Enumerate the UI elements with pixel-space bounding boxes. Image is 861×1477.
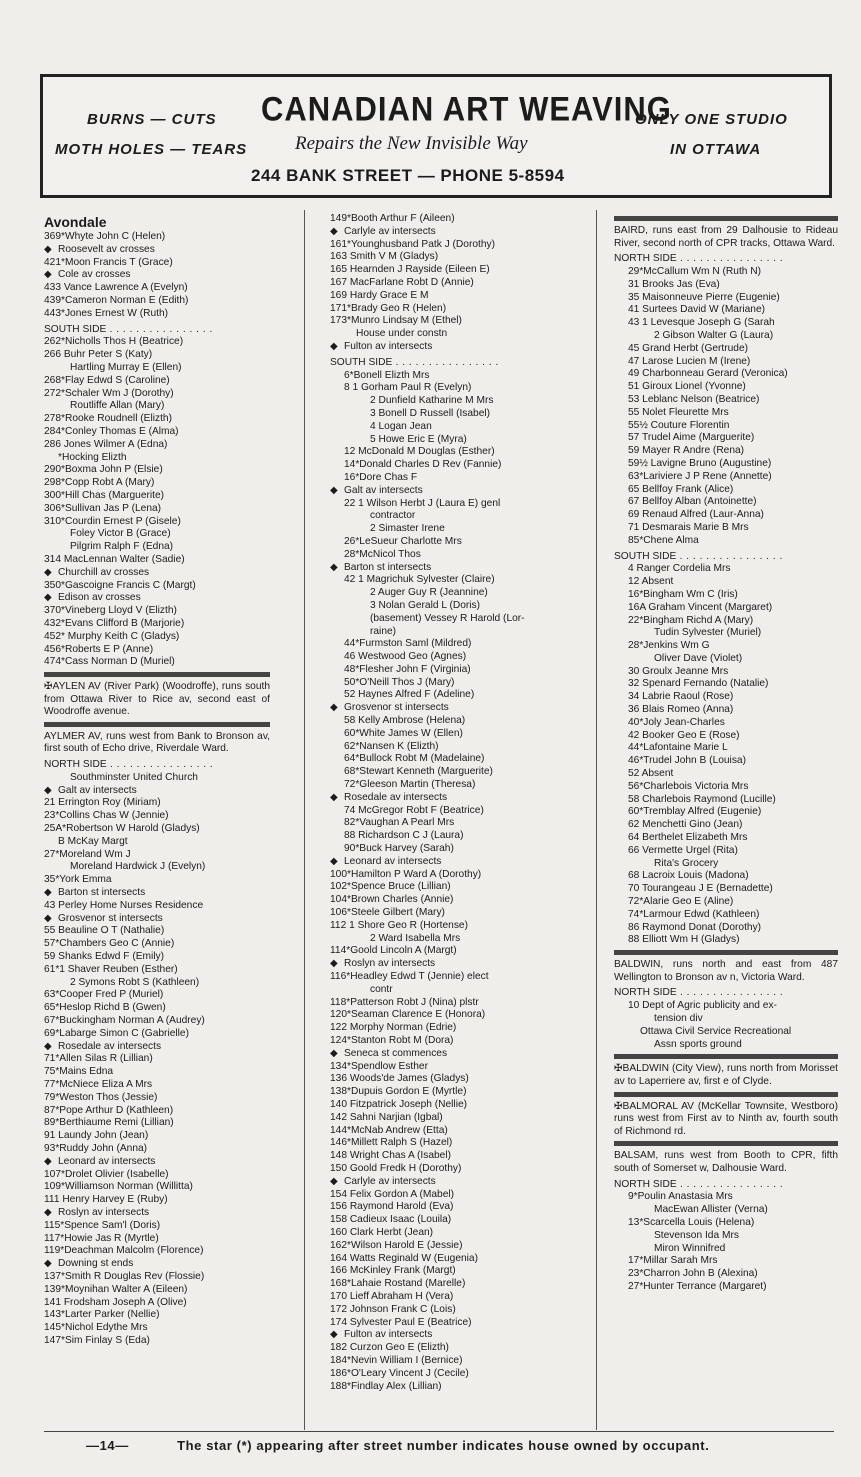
directory-entry: 74*Larmour Edwd (Kathleen) (628, 908, 760, 920)
directory-entry: 278*Rooke Roudnell (Elizth) (44, 413, 172, 425)
directory-entry: 141 Frodsham Joseph A (Olive) (44, 1296, 187, 1308)
directory-entry: 59½ Lavigne Bruno (Augustine) (628, 457, 772, 469)
directory-entry: 23*Charron John B (Alexina) (628, 1268, 758, 1280)
directory-entry: 170 Lieff Abraham H (Vera) (330, 1290, 454, 1302)
directory-entry: 58 Charlebois Raymond (Lucille) (628, 793, 776, 805)
directory-entry: 160 Clark Herbt (Jean) (330, 1226, 434, 1238)
directory-column-1 (44, 213, 270, 1348)
directory-entry: 44*Lafontaine Marie L (628, 742, 728, 754)
directory-entry: 23*Collins Chas W (Jennie) (44, 810, 169, 822)
directory-entry: 69*Labarge Simon C (Gabrielle) (44, 1027, 189, 1039)
directory-entry: 62*Nansen K (Elizth) (344, 740, 439, 752)
directory-entry: 2 Simaster Irene (370, 523, 445, 535)
directory-entry: 65*Heslop Richd B (Gwen) (44, 1002, 166, 1014)
directory-entry: 104*Brown Charles (Annie) (330, 894, 454, 906)
directory-entry: 52 Absent (628, 768, 674, 780)
directory-entry: 5 Howe Eric E (Myra) (370, 433, 467, 445)
directory-entry: 421*Moon Francis T (Grace) (44, 256, 173, 268)
cross-street-entry: ◆ Edison av crosses (44, 592, 270, 605)
directory-entry: 8 1 Gorham Paul R (Evelyn) (344, 382, 472, 394)
directory-entry: 62 Menchetti Gino (Jean) (628, 819, 743, 831)
directory-entry: 156 Raymond Harold (Eva) (330, 1201, 454, 1213)
directory-entry: Assn sports ground (654, 1038, 742, 1050)
cross-street-entry: ◆ Roosevelt av crosses (44, 244, 270, 257)
directory-entry: 35 Maisonneuve Pierre (Eugenie) (628, 291, 780, 303)
directory-entry: 41 Surtees David W (Mariane) (628, 304, 766, 316)
directory-entry: 64*Bullock Robt M (Madelaine) (344, 753, 485, 765)
directory-entry: 120*Seaman Clarence E (Honora) (330, 1009, 486, 1021)
directory-entry: 2 Ward Isabella Mrs (370, 932, 461, 944)
side-heading: NORTH SIDE . . . (614, 987, 838, 1000)
directory-entry: 65 Bellfoy Frank (Alice) (628, 483, 734, 495)
directory-entry: contractor (370, 510, 416, 522)
directory-entry: 72*Gleeson Martin (Theresa) (344, 779, 476, 791)
directory-entry: 452* Murphy Keith C (Gladys) (44, 630, 180, 642)
directory-entry: 182 Curzon Geo E (Elizth) (330, 1342, 449, 1354)
directory-entry: 44*Furmston Saml (Mildred) (344, 638, 472, 650)
directory-entry: 165 Hearnden J Rayside (Eileen E) (330, 264, 490, 276)
side-heading: SOUTH SIDE . . . (614, 551, 838, 564)
directory-entry: 60*White James W (Ellen) (344, 727, 463, 739)
cross-street-entry: ◆ Roslyn av intersects (330, 958, 580, 971)
directory-entry: 169 Hardy Grace E M (330, 289, 429, 301)
directory-entry: 87*Pope Arthur D (Kathleen) (44, 1104, 174, 1116)
directory-entry: 55½ Couture Florentin (628, 419, 730, 431)
directory-entry: 286 Jones Wilmer A (Edna) (44, 438, 168, 450)
directory-entry: 40*Joly Jean-Charles (628, 716, 725, 728)
section-divider (614, 216, 838, 221)
directory-entry: 272*Schaler Wm J (Dorothy) (44, 387, 174, 399)
directory-entry: 22 1 Wilson Herbt J (Laura E) genl (344, 497, 501, 509)
street-description: AYLMER AV, runs west from Bank to Bronson av, first south of Echo drive, Riverdale Ward. (44, 730, 270, 755)
ad-right-line-2: IN OTTAWA (670, 141, 762, 158)
directory-entry: 27*Moreland Wm J (44, 848, 131, 860)
directory-entry: 134*Spendlow Esther (330, 1060, 428, 1072)
cross-street-entry: ◆ Rosedale av intersects (44, 1041, 270, 1054)
footer-note: The star (*) appearing after street number indicates house owned by occupant. (177, 1438, 710, 1453)
directory-entry: 456*Roberts E P (Anne) (44, 643, 154, 655)
directory-entry: 90*Buck Harvey (Sarah) (344, 843, 454, 855)
directory-entry: 61*1 Shaver Reuben (Esther) (44, 963, 178, 975)
directory-entry: 148 Wright Chas A (Isabel) (330, 1150, 451, 1162)
directory-entry: 114*Goold Lincoln A (Margt) (330, 945, 457, 957)
directory-entry: Hartling Murray E (Ellen) (70, 361, 182, 373)
directory-entry: 12 Absent (628, 576, 674, 588)
cross-street-entry: ◆ Fulton av intersects (330, 1329, 580, 1342)
directory-entry: 350*Gascoigne Francis C (Margt) (44, 579, 196, 591)
directory-entry: 168*Lahaie Rostand (Marelle) (330, 1278, 466, 1290)
cross-street-entry: ◆ Churchill av crosses (44, 567, 270, 580)
directory-entry: 109*Williamson Norman (Willitta) (44, 1181, 193, 1193)
directory-entry: 48*Flesher John F (Virginia) (344, 663, 471, 675)
directory-entry: 42 1 Magrichuk Sylvester (Claire) (344, 574, 495, 586)
directory-entry: 369*Whyte John C (Helen) (44, 231, 166, 242)
directory-entry: 139*Moynihan Walter A (Eileen) (44, 1283, 188, 1295)
directory-entry: 370*Vineberg Lloyd V (Elizth) (44, 605, 177, 617)
directory-entry: 42 Booker Geo E (Rose) (628, 729, 740, 741)
directory-entry: 2 Auger Guy R (Jeannine) (370, 587, 488, 599)
directory-entry: Tudin Sylvester (Muriel) (654, 627, 762, 639)
directory-entry: 184*Nevin William I (Bernice) (330, 1354, 463, 1366)
cross-street-entry: ◆ Leonard av intersects (44, 1156, 270, 1169)
section-divider (614, 950, 838, 955)
directory-entry: MacEwan Allister (Verna) (654, 1204, 768, 1216)
directory-entry: 57*Chambers Geo C (Annie) (44, 938, 175, 950)
side-heading: NORTH SIDE . . . (44, 759, 270, 772)
directory-entry: 145*Nichol Edythe Mrs (44, 1322, 148, 1334)
directory-entry: 52 Haynes Alfred F (Adeline) (344, 689, 475, 701)
directory-entry: 55 Beauline O T (Nathalie) (44, 925, 165, 937)
directory-entry: 433 Vance Lawrence A (Evelyn) (44, 282, 188, 294)
directory-entry: 2 Symons Robt S (Kathleen) (70, 976, 200, 988)
column-divider (304, 210, 305, 1430)
directory-entry: 10 Dept of Agric publicity and ex- (628, 1000, 777, 1012)
column-divider (596, 210, 597, 1430)
directory-entry: 432*Evans Clifford B (Marjorie) (44, 617, 185, 629)
directory-entry: 140 Fitzpatrick Joseph (Nellie) (330, 1098, 468, 1110)
directory-entry: 166 McKinley Frank (Margt) (330, 1265, 456, 1277)
cross-street-entry: ◆ Carlyle av intersects (330, 226, 580, 239)
cross-street-entry: ◆ Rosedale av intersects (330, 792, 580, 805)
directory-entry: Oliver Dave (Violet) (654, 652, 743, 664)
directory-entry: 474*Cass Norman D (Muriel) (44, 656, 175, 668)
cross-street-entry: ◆ Barton st intersects (330, 562, 580, 575)
directory-entry: 4 Logan Jean (370, 420, 432, 432)
directory-entry: 93*Ruddy John (Anna) (44, 1142, 148, 1154)
directory-entry: 268*Flay Edwd S (Caroline) (44, 374, 170, 386)
directory-entry: 13*Scarcella Louis (Helena) (628, 1216, 755, 1228)
directory-entry: 67*Buckingham Norman A (Audrey) (44, 1015, 205, 1026)
ad-left-line-2: MOTH HOLES — TEARS (55, 141, 248, 158)
directory-entry: 310*Courdin Ernest P (Gisele) (44, 515, 181, 527)
directory-entry: Rita's Grocery (654, 857, 719, 869)
directory-entry: 70 Tourangeau J E (Bernadette) (628, 883, 773, 895)
directory-entry: 16*Dore Chas F (344, 471, 418, 483)
directory-entry: 3 Bonell D Russell (Isabel) (370, 407, 491, 419)
directory-entry: 51 Giroux Lionel (Yvonne) (628, 381, 746, 393)
street-description: ✠AYLEN AV (River Park) (Woodroffe), runs south from Ottawa River to Rice av, second east of Woodroffe avenue. (44, 681, 270, 718)
directory-entry: 26*LeSueur Charlotte Mrs (344, 535, 462, 547)
directory-entry: 60*Tremblay Alfred (Eugenie) (628, 806, 762, 818)
directory-entry: contr (370, 983, 393, 995)
directory-entry: 144*McNab Andrew (Etta) (330, 1124, 448, 1136)
directory-entry: 149*Booth Arthur F (Aileen) (330, 213, 455, 224)
directory-entry: 186*O'Leary Vincent J (Cecile) (330, 1367, 469, 1379)
directory-entry: House under constn (356, 328, 448, 340)
directory-entry: 102*Spence Bruce (Lillian) (330, 881, 451, 893)
street-description: BAIRD, runs east from 29 Dalhousie to Rideau River, second north of CPR tracks, Ottawa Ward. (614, 225, 838, 249)
directory-entry: 85*Chene Alma (628, 534, 699, 546)
directory-entry: 31 Brooks Jas (Eva) (628, 278, 720, 290)
directory-entry: 35*York Emma (44, 874, 112, 886)
directory-entry: 67 Bellfoy Alban (Antoinette) (628, 496, 757, 508)
directory-entry: 164 Watts Reginald W (Eugenia) (330, 1252, 478, 1264)
directory-entry: 112 1 Shore Geo R (Hortense) (330, 919, 468, 931)
cross-street-entry: ◆ Carlyle av intersects (330, 1176, 580, 1189)
street-description: BALSAM, runs west from Booth to CPR, fifth south of Somerset w, Dalhousie Ward. (614, 1150, 838, 1174)
directory-entry: 9*Poulin Anastasia Mrs (628, 1191, 733, 1203)
street-description: ✠BALDWIN (City View), runs north from Morisset av to Laperriere av, first e of Clyde. (614, 1063, 838, 1087)
side-heading: SOUTH SIDE . . . (44, 324, 270, 337)
directory-entry: 47 Larose Lucien M (Irene) (628, 355, 751, 367)
directory-entry: 117*Howie Jas R (Myrtle) (44, 1232, 159, 1244)
directory-entry: 138*Dupuis Gordon E (Myrtle) (330, 1086, 467, 1098)
directory-entry: 27*Hunter Terrance (Margaret) (628, 1280, 767, 1292)
directory-entry: Moreland Hardwick J (Evelyn) (70, 861, 206, 873)
directory-entry: 28*Jenkins Wm G (628, 640, 710, 652)
directory-entry: 63*Lariviere J P Rene (Annette) (628, 470, 772, 482)
cross-street-entry: ◆ Galt av intersects (44, 785, 270, 798)
directory-entry: 53 Leblanc Nelson (Beatrice) (628, 393, 760, 405)
directory-entry: 56*Charlebois Victoria Mrs (628, 780, 749, 792)
directory-entry: 443*Jones Ernest W (Ruth) (44, 307, 169, 319)
directory-entry: 43 1 Levesque Joseph G (Sarah (628, 317, 775, 329)
directory-entry: 298*Copp Robt A (Mary) (44, 477, 155, 489)
directory-entry: 50*O'Neill Thos J (Mary) (344, 676, 455, 688)
directory-entry: 172 Johnson Frank C (Lois) (330, 1303, 456, 1315)
directory-entry: 118*Patterson Robt J (Nina) plstr (330, 996, 479, 1008)
cross-street-entry: ◆ Leonard av intersects (330, 856, 580, 869)
section-divider (614, 1092, 838, 1097)
directory-entry: 79*Weston Thos (Jessie) (44, 1091, 158, 1103)
directory-entry: 45 Grand Herbt (Gertrude) (628, 342, 749, 354)
ad-address: 244 BANK STREET — PHONE 5-8594 (251, 166, 565, 185)
directory-entry: 2 Dunfield Katharine M Mrs (370, 395, 494, 407)
directory-entry: 58 Kelly Ambrose (Helena) (344, 715, 466, 727)
directory-entry: 4 Ranger Cordelia Mrs (628, 563, 731, 575)
directory-entry: 171*Brady Geo R (Helen) (330, 302, 447, 314)
directory-entry: 63*Cooper Fred P (Muriel) (44, 989, 164, 1001)
directory-entry: 59 Shanks Edwd F (Emily) (44, 951, 165, 963)
cross-street-entry: ◆ Cole av crosses (44, 269, 270, 282)
directory-entry: 107*Drolet Olivier (Isabelle) (44, 1168, 169, 1180)
cross-street-entry: ◆ Roslyn av intersects (44, 1207, 270, 1220)
directory-entry: 116*Headley Edwd T (Jennie) elect (330, 971, 489, 983)
directory-entry: 188*Findlay Alex (Lillian) (330, 1380, 442, 1392)
directory-entry: 36 Blais Romeo (Anna) (628, 704, 734, 716)
page-footer (44, 1431, 834, 1453)
advertisement-box (40, 74, 832, 198)
ad-left-line-1: BURNS — CUTS (87, 111, 217, 128)
directory-entry: 16A Graham Vincent (Margaret) (628, 601, 773, 613)
directory-entry: 163 Smith V M (Gladys) (330, 251, 439, 263)
directory-entry: 68*Stewart Kenneth (Marguerite) (344, 766, 493, 778)
directory-entry: 100*Hamilton P Ward A (Dorothy) (330, 868, 482, 880)
directory-entry: 162*Wilson Harold E (Jessie) (330, 1239, 463, 1251)
directory-entry: Routliffe Allan (Mary) (70, 400, 165, 412)
directory-entry: 147*Sim Finlay S (Eda) (44, 1334, 150, 1346)
directory-entry: 66 Vermette Urgel (Rita) (628, 844, 738, 856)
directory-entry: 82*Vaughan A Pearl Mrs (344, 817, 455, 829)
directory-entry: 21 Errington Roy (Miriam) (44, 797, 161, 809)
directory-entry: 106*Steele Gilbert (Mary) (330, 907, 445, 919)
cross-street-entry: ◆ Galt av intersects (330, 485, 580, 498)
directory-entry: 30 Groulx Jeanne Mrs (628, 665, 729, 677)
side-heading: SOUTH SIDE . . . (330, 357, 580, 370)
ad-right-line-1: ONLY ONE STUDIO (635, 111, 788, 128)
directory-entry: 266 Buhr Peter S (Katy) (44, 349, 153, 361)
section-divider (44, 722, 270, 727)
directory-entry: 150 Goold Fredk H (Dorothy) (330, 1162, 462, 1174)
directory-entry: 111 Henry Harvey E (Ruby) (44, 1194, 168, 1206)
directory-entry: 55 Nolet Fleurette Mrs (628, 406, 729, 418)
directory-entry: 167 MacFarlane Robt D (Annie) (330, 276, 474, 288)
directory-entry: (basement) Vessey R Harold (Lor- (370, 612, 525, 624)
directory-entry: 154 Felix Gordon A (Mabel) (330, 1188, 455, 1200)
directory-entry: 439*Cameron Norman E (Edith) (44, 294, 189, 306)
directory-entry: 68 Lacroix Louis (Madona) (628, 870, 749, 882)
directory-entry: 136 Woods'de James (Gladys) (330, 1073, 469, 1085)
directory-entry: 34 Labrie Raoul (Rose) (628, 691, 734, 703)
ad-title: CANADIAN ART WEAVING (261, 89, 672, 129)
directory-entry: 75*Mains Edna (44, 1066, 114, 1078)
directory-entry: B McKay Margt (58, 835, 128, 847)
cross-street-entry: ◆ Barton st intersects (44, 887, 270, 900)
directory-entry: 86 Raymond Donat (Dorothy) (628, 921, 762, 933)
directory-entry: Stevenson Ida Mrs (654, 1229, 739, 1241)
directory-entry: 64 Berthelet Elizabeth Mrs (628, 832, 748, 844)
directory-entry: 77*McNiece Eliza A Mrs (44, 1078, 153, 1090)
directory-entry: 290*Boxma John P (Elsie) (44, 464, 163, 476)
directory-entry: 2 Gibson Walter G (Laura) (654, 329, 774, 341)
directory-entry: 25A*Robertson W Harold (Gladys) (44, 823, 200, 835)
directory-entry: 146*Millett Ralph S (Hazel) (330, 1137, 453, 1149)
directory-entry: 46 Westwood Geo (Agnes) (344, 651, 467, 663)
page-number: —14— (86, 1438, 129, 1453)
side-heading: NORTH SIDE . . . (614, 253, 838, 266)
directory-entry: 137*Smith R Douglas Rev (Flossie) (44, 1270, 205, 1282)
directory-entry: 158 Cadieux Isaac (Louila) (330, 1214, 452, 1226)
directory-entry: 124*Stanton Robt M (Dora) (330, 1035, 454, 1046)
directory-entry: 6*Bonell Elizth Mrs (344, 369, 430, 381)
directory-entry: 284*Conley Thomas E (Alma) (44, 425, 179, 437)
directory-entry: tension div (654, 1013, 703, 1024)
street-description: ✠BALMORAL AV (McKellar Townsite, Westboro) runs west from First av to Ninth av, fourth south of Richmond rd. (614, 1100, 838, 1137)
directory-entry: 174 Sylvester Paul E (Beatrice) (330, 1316, 472, 1328)
directory-entry: 72*Alarie Geo E (Aline) (628, 896, 734, 908)
section-divider (44, 672, 270, 677)
directory-entry: 122 Morphy Norman (Edrie) (330, 1022, 457, 1034)
side-heading: NORTH SIDE . . . (614, 1179, 838, 1192)
street-heading: Avondale (44, 214, 107, 230)
directory-entry: 12 McDonald M Douglas (Esther) (344, 446, 495, 458)
directory-entry: Foley Victor B (Grace) (70, 528, 171, 540)
cross-street-entry: ◆ Grosvenor st intersects (330, 702, 580, 715)
directory-entry: 32 Spenard Fernando (Natalie) (628, 678, 769, 690)
directory-entry: 57 Trudel Aime (Marguerite) (628, 432, 755, 444)
directory-entry: 17*Millar Sarah Mrs (628, 1255, 718, 1267)
directory-entry: 46*Trudel John B (Louisa) (628, 755, 746, 767)
directory-entry: Ottawa Civil Service Recreational (640, 1025, 792, 1037)
directory-entry: 49 Charbonneau Gerard (Veronica) (628, 368, 788, 380)
directory-entry: *Hocking Elizth (58, 451, 127, 463)
cross-street-entry: ◆ Fulton av intersects (330, 341, 580, 354)
cross-street-entry: ◆ Seneca st commences (330, 1048, 580, 1061)
directory-entry: 3 Nolan Gerald L (Doris) (370, 599, 481, 611)
directory-entry: 115*Spence Sam'l (Doris) (44, 1219, 161, 1231)
directory-entry: Miron Winnifred (654, 1242, 726, 1254)
directory-entry: 71 Desmarais Marie B Mrs (628, 521, 749, 533)
directory-entry: 22*Bingham Richd A (Mary) (628, 614, 754, 626)
directory-entry: 71*Allen Silas R (Lillian) (44, 1053, 153, 1065)
directory-column-2 (330, 213, 580, 1393)
directory-entry: 91 Laundy John (Jean) (44, 1130, 149, 1142)
directory-entry: 161*Younghusband Patk J (Dorothy) (330, 238, 495, 250)
directory-column-3 (614, 213, 838, 1294)
directory-entry: 173*Munro Lindsay M (Ethel) (330, 315, 462, 327)
directory-entry: 59 Mayer R Andre (Rena) (628, 445, 745, 457)
directory-entry: 300*Hill Chas (Marguerite) (44, 489, 165, 501)
directory-entry: Southminster United Church (70, 771, 198, 783)
directory-entry: 28*McNicol Thos (344, 548, 421, 560)
directory-entry: 88 Richardson C J (Laura) (344, 830, 464, 842)
directory-entry: 88 Elliott Wm H (Gladys) (628, 934, 740, 946)
ad-tagline: Repairs the New Invisible Way (295, 133, 528, 154)
directory-entry: 306*Sullivan Jas P (Lena) (44, 502, 162, 514)
directory-entry: 142 Sahni Narjian (Igbal) (330, 1111, 443, 1123)
cross-street-entry: ◆ Downing st ends (44, 1258, 270, 1271)
directory-entry: 14*Donald Charles D Rev (Fannie) (344, 459, 502, 471)
directory-entry: 314 MacLennan Walter (Sadie) (44, 553, 185, 565)
directory-entry: 74 McGregor Robt F (Beatrice) (344, 804, 484, 816)
directory-entry: 89*Berthiaume Remi (Lillian) (44, 1117, 174, 1129)
directory-entry: 143*Larter Parker (Nellie) (44, 1309, 160, 1321)
directory-entry: 29*McCallum Wm N (Ruth N) (628, 265, 762, 277)
cross-street-entry: ◆ Grosvenor st intersects (44, 913, 270, 926)
directory-entry: raine) (370, 625, 397, 637)
directory-entry: 43 Perley Home Nurses Residence (44, 899, 204, 911)
directory-entry: Pilgrim Ralph F (Edna) (70, 541, 174, 553)
section-divider (614, 1054, 838, 1059)
directory-entry: 69 Renaud Alfred (Laur-Anna) (628, 509, 764, 521)
section-divider (614, 1141, 838, 1146)
directory-entry: 16*Bingham Wm C (Iris) (628, 588, 738, 600)
directory-entry: 262*Nicholls Thos H (Beatrice) (44, 336, 184, 348)
street-description: BALDWIN, runs north and east from 487 Wellington to Bronson av n, Victoria Ward. (614, 959, 838, 983)
directory-entry: 119*Deachman Malcolm (Florence) (44, 1245, 204, 1257)
